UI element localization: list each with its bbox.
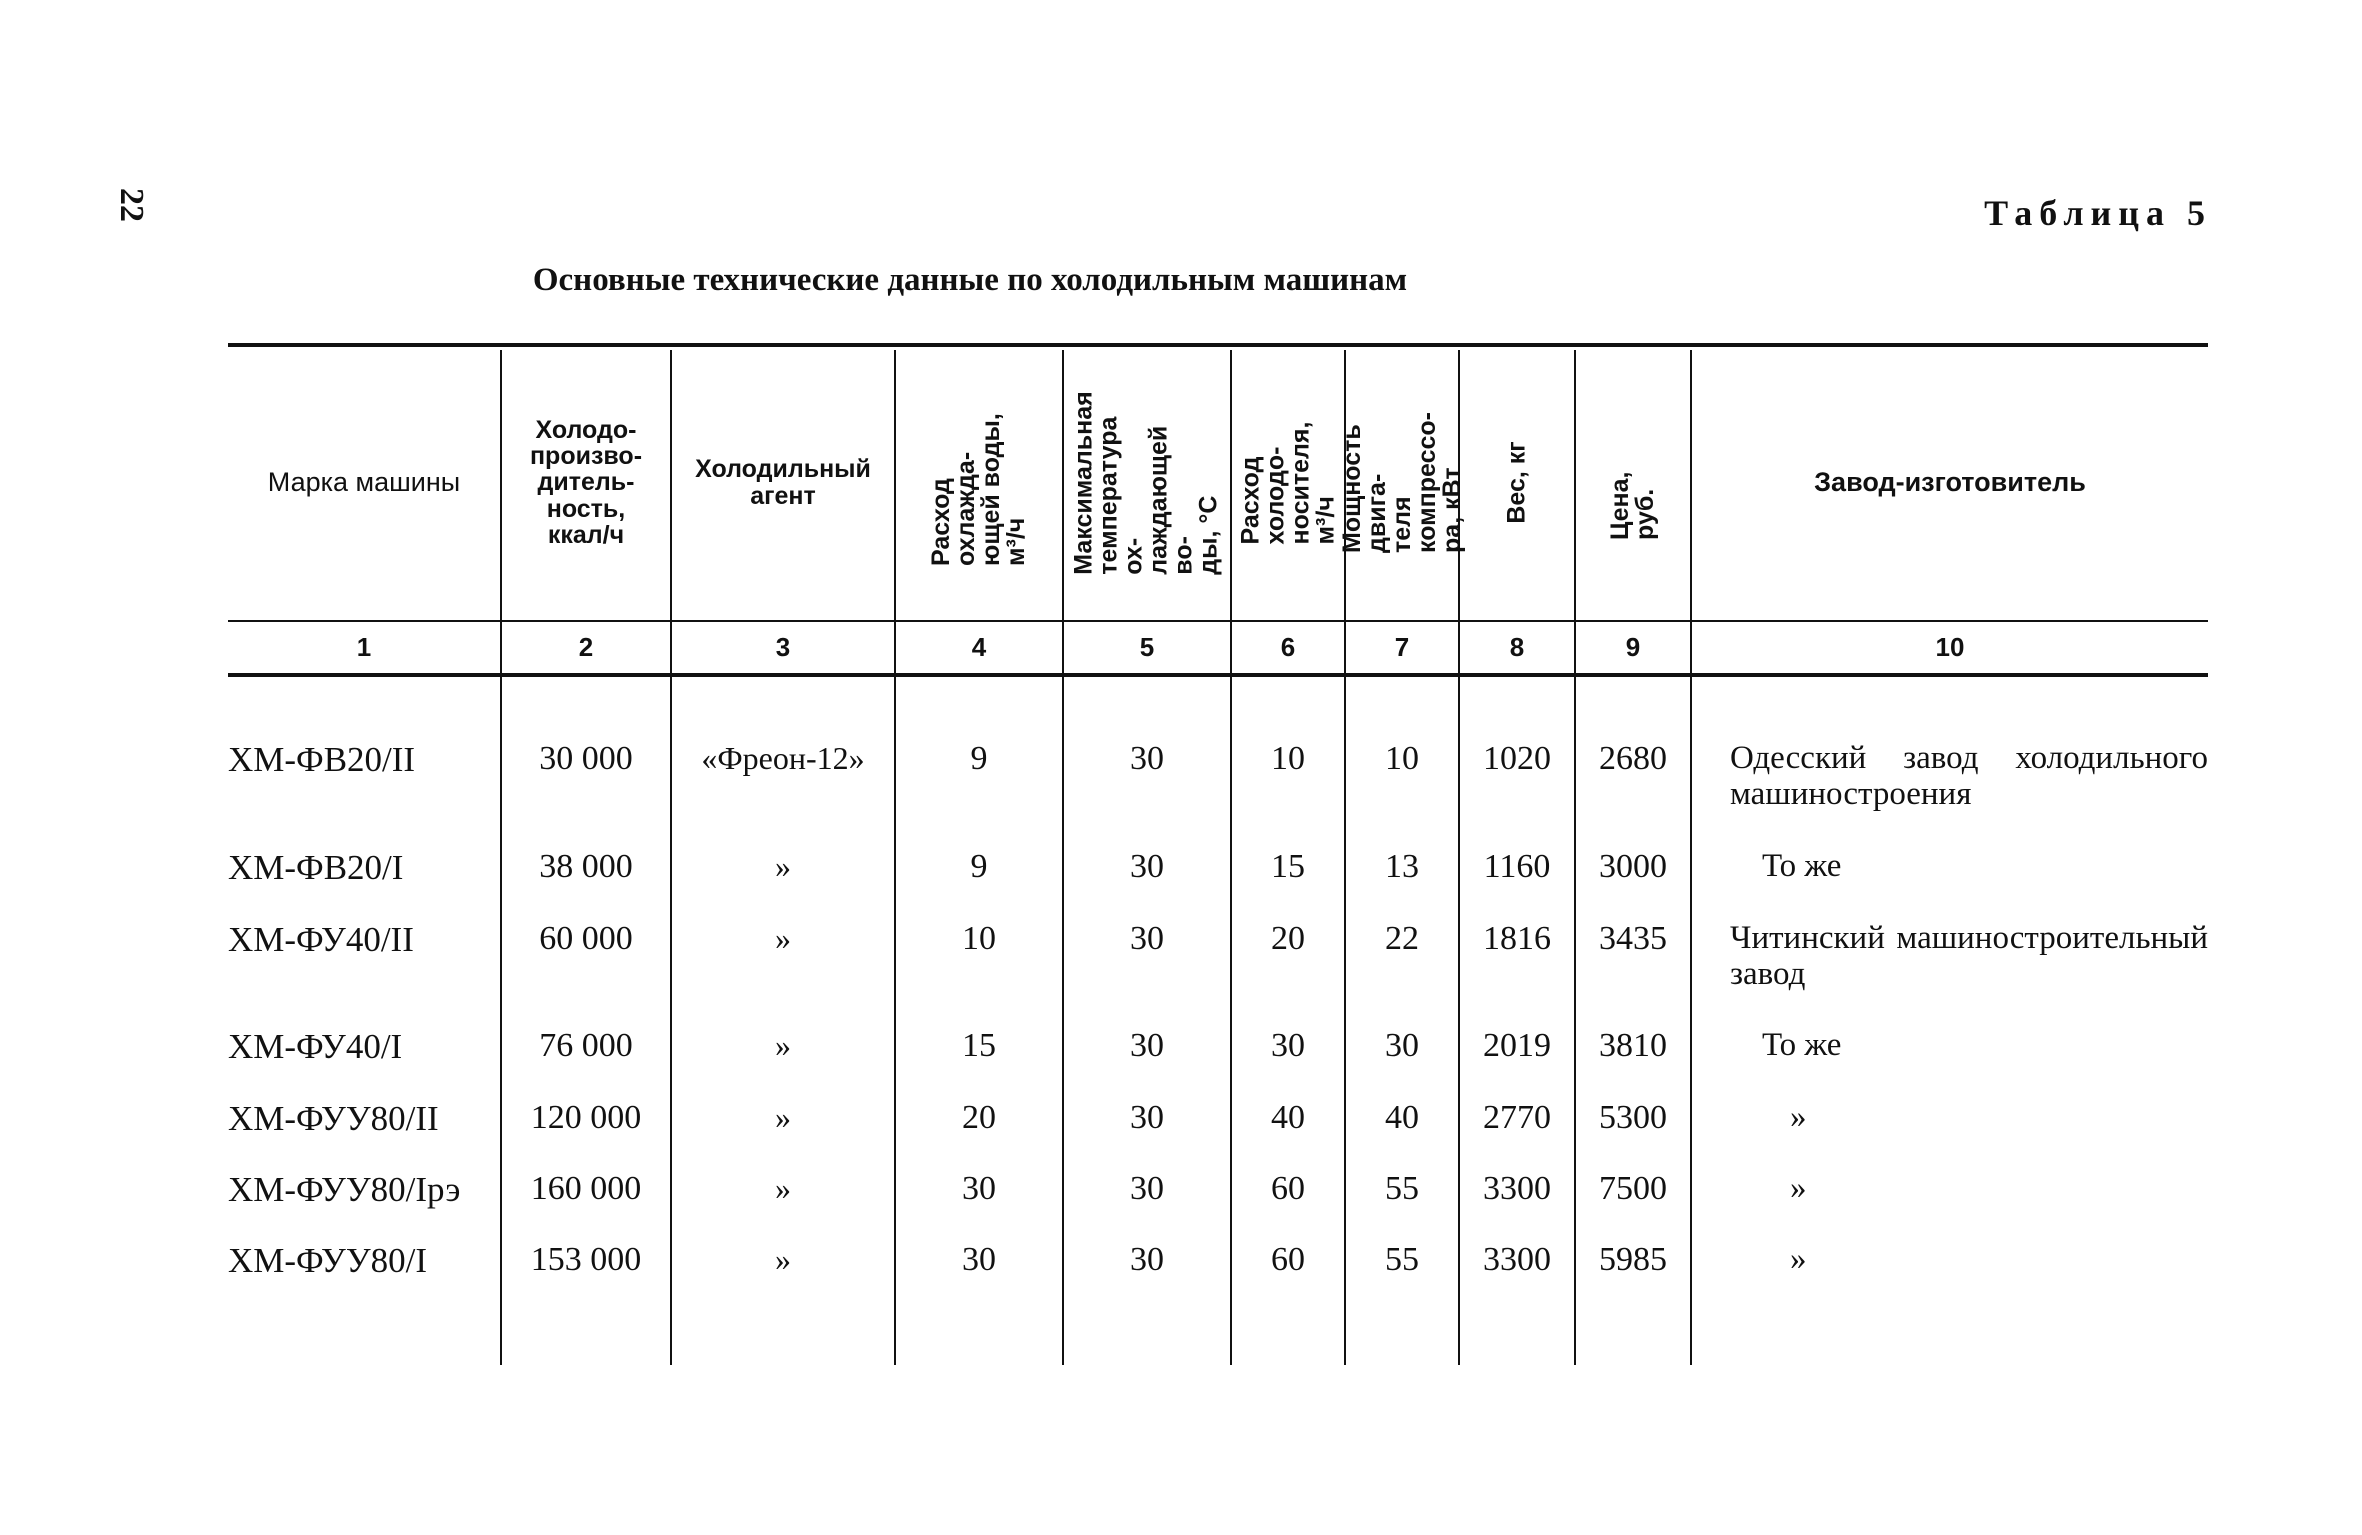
cell-water-flow: 15 bbox=[962, 1027, 996, 1064]
cell-manufacturer: Одесский завод холодильного машиностроения bbox=[1730, 740, 2208, 813]
cell-max-temp: 30 bbox=[1130, 920, 1164, 957]
cell-capacity: 160 000 bbox=[530, 1170, 642, 1207]
cell-model: ХМ-ФУУ80/II bbox=[228, 1099, 439, 1138]
cell-weight: 1020 bbox=[1483, 740, 1551, 777]
cell-price: 3810 bbox=[1599, 1027, 1667, 1064]
cell-manufacturer: » bbox=[1790, 1099, 1807, 1135]
header-max-temp-text: Максимальная температура ох- лаждающей во- ды, °С bbox=[1070, 390, 1223, 575]
cell-coolant-flow: 40 bbox=[1271, 1099, 1305, 1136]
cell-agent: » bbox=[775, 1170, 791, 1206]
header-agent: Холодильный агент bbox=[695, 455, 871, 510]
cell-water-flow: 30 bbox=[962, 1170, 996, 1207]
cell-water-flow: 9 bbox=[970, 740, 988, 777]
page-number: 22 bbox=[113, 188, 150, 222]
cell-price: 7500 bbox=[1599, 1170, 1667, 1207]
header-weight-text: Вес, кг bbox=[1502, 441, 1531, 524]
cell-coolant-flow: 60 bbox=[1271, 1170, 1305, 1207]
header-weight bbox=[1460, 350, 1574, 615]
cell-model: ХМ-ФУУ80/Iрэ bbox=[228, 1170, 461, 1209]
column-number: 2 bbox=[578, 632, 594, 662]
cell-max-temp: 30 bbox=[1130, 1027, 1164, 1064]
cell-capacity: 60 000 bbox=[539, 920, 633, 957]
header-price bbox=[1576, 350, 1690, 615]
header-bottom-rule bbox=[228, 620, 2208, 622]
column-number: 7 bbox=[1394, 632, 1410, 662]
header-water-flow-text: Расход охлажда- ющей воды, м³/ч bbox=[927, 412, 1030, 566]
cell-motor-power: 55 bbox=[1385, 1241, 1419, 1278]
cell-manufacturer: » bbox=[1790, 1170, 1807, 1206]
cell-agent: » bbox=[775, 920, 791, 956]
cell-price: 5985 bbox=[1599, 1241, 1667, 1278]
cell-water-flow: 10 bbox=[962, 920, 996, 957]
cell-weight: 2019 bbox=[1483, 1027, 1551, 1064]
cell-model: ХМ-ФВ20/II bbox=[228, 740, 416, 779]
header-price-text: Цена, руб. bbox=[1606, 471, 1659, 540]
column-numbers-rule bbox=[228, 673, 2208, 677]
column-number: 8 bbox=[1509, 632, 1525, 662]
column-number: 9 bbox=[1625, 632, 1641, 662]
cell-weight: 3300 bbox=[1483, 1241, 1551, 1278]
cell-weight: 2770 bbox=[1483, 1099, 1551, 1136]
cell-price: 3435 bbox=[1599, 920, 1667, 957]
table-top-rule bbox=[228, 343, 2208, 347]
cell-motor-power: 10 bbox=[1385, 740, 1419, 777]
cell-capacity: 153 000 bbox=[530, 1241, 642, 1278]
cell-max-temp: 30 bbox=[1130, 1170, 1164, 1207]
header-motor-power bbox=[1337, 350, 1466, 615]
header-water-flow bbox=[896, 350, 1062, 615]
column-number: 3 bbox=[775, 632, 791, 662]
cell-max-temp: 30 bbox=[1130, 848, 1164, 885]
cell-agent: » bbox=[775, 848, 791, 884]
header-coolant-flow bbox=[1232, 350, 1344, 615]
table-label: Таблица 5 bbox=[1984, 193, 2212, 233]
cell-motor-power: 13 bbox=[1385, 848, 1419, 885]
cell-capacity: 76 000 bbox=[539, 1027, 633, 1064]
cell-coolant-flow: 60 bbox=[1271, 1241, 1305, 1278]
header-max-temp bbox=[1064, 350, 1230, 615]
cell-weight: 1816 bbox=[1483, 920, 1551, 957]
cell-agent: » bbox=[775, 1241, 791, 1277]
cell-capacity: 120 000 bbox=[530, 1099, 642, 1136]
column-number: 4 bbox=[971, 632, 987, 662]
header-model: Марка машины bbox=[267, 467, 461, 498]
column-number: 10 bbox=[1935, 632, 1965, 662]
cell-motor-power: 30 bbox=[1385, 1027, 1419, 1064]
cell-price: 5300 bbox=[1599, 1099, 1667, 1136]
cell-weight: 1160 bbox=[1483, 848, 1551, 885]
cell-max-temp: 30 bbox=[1130, 1099, 1164, 1136]
cell-max-temp: 30 bbox=[1130, 740, 1164, 777]
cell-weight: 3300 bbox=[1483, 1170, 1551, 1207]
cell-motor-power: 40 bbox=[1385, 1099, 1419, 1136]
cell-coolant-flow: 20 bbox=[1271, 920, 1305, 957]
cell-agent: «Фреон-12» bbox=[701, 740, 865, 776]
cell-agent: » bbox=[775, 1027, 791, 1063]
cell-manufacturer: Читинский машиностроительный завод bbox=[1730, 920, 2208, 993]
cell-motor-power: 22 bbox=[1385, 920, 1419, 957]
header-motor-power-text: Мощность двига- теля компрессо- ра, кВт bbox=[1337, 412, 1466, 553]
header-coolant-flow-text: Расход холодо- носителя, м³/ч bbox=[1236, 421, 1340, 544]
cell-max-temp: 30 bbox=[1130, 1241, 1164, 1278]
cell-agent: » bbox=[775, 1099, 791, 1135]
table-title: Основные технические данные по холодильным машинам bbox=[532, 262, 1408, 298]
cell-manufacturer: » bbox=[1790, 1241, 1807, 1277]
cell-model: ХМ-ФВ20/I bbox=[228, 848, 404, 887]
cell-capacity: 30 000 bbox=[539, 740, 633, 777]
header-capacity: Холодо- произво- дитель- ность, ккал/ч bbox=[529, 415, 643, 549]
cell-manufacturer: То же bbox=[1762, 1027, 1842, 1063]
cell-model: ХМ-ФУ40/I bbox=[228, 1027, 403, 1066]
cell-price: 2680 bbox=[1599, 740, 1667, 777]
cell-coolant-flow: 30 bbox=[1271, 1027, 1305, 1064]
cell-water-flow: 30 bbox=[962, 1241, 996, 1278]
cell-capacity: 38 000 bbox=[539, 848, 633, 885]
cell-model: ХМ-ФУУ80/I bbox=[228, 1241, 427, 1280]
cell-water-flow: 20 bbox=[962, 1099, 996, 1136]
header-manufacturer: Завод-изготовитель bbox=[1814, 467, 2086, 498]
column-number: 6 bbox=[1280, 632, 1296, 662]
cell-coolant-flow: 15 bbox=[1271, 848, 1305, 885]
cell-coolant-flow: 10 bbox=[1271, 740, 1305, 777]
cell-price: 3000 bbox=[1599, 848, 1667, 885]
cell-water-flow: 9 bbox=[970, 848, 988, 885]
column-number: 1 bbox=[356, 632, 372, 662]
cell-motor-power: 55 bbox=[1385, 1170, 1419, 1207]
cell-manufacturer: То же bbox=[1762, 848, 1842, 884]
column-number: 5 bbox=[1139, 632, 1155, 662]
cell-model: ХМ-ФУ40/II bbox=[228, 920, 414, 959]
